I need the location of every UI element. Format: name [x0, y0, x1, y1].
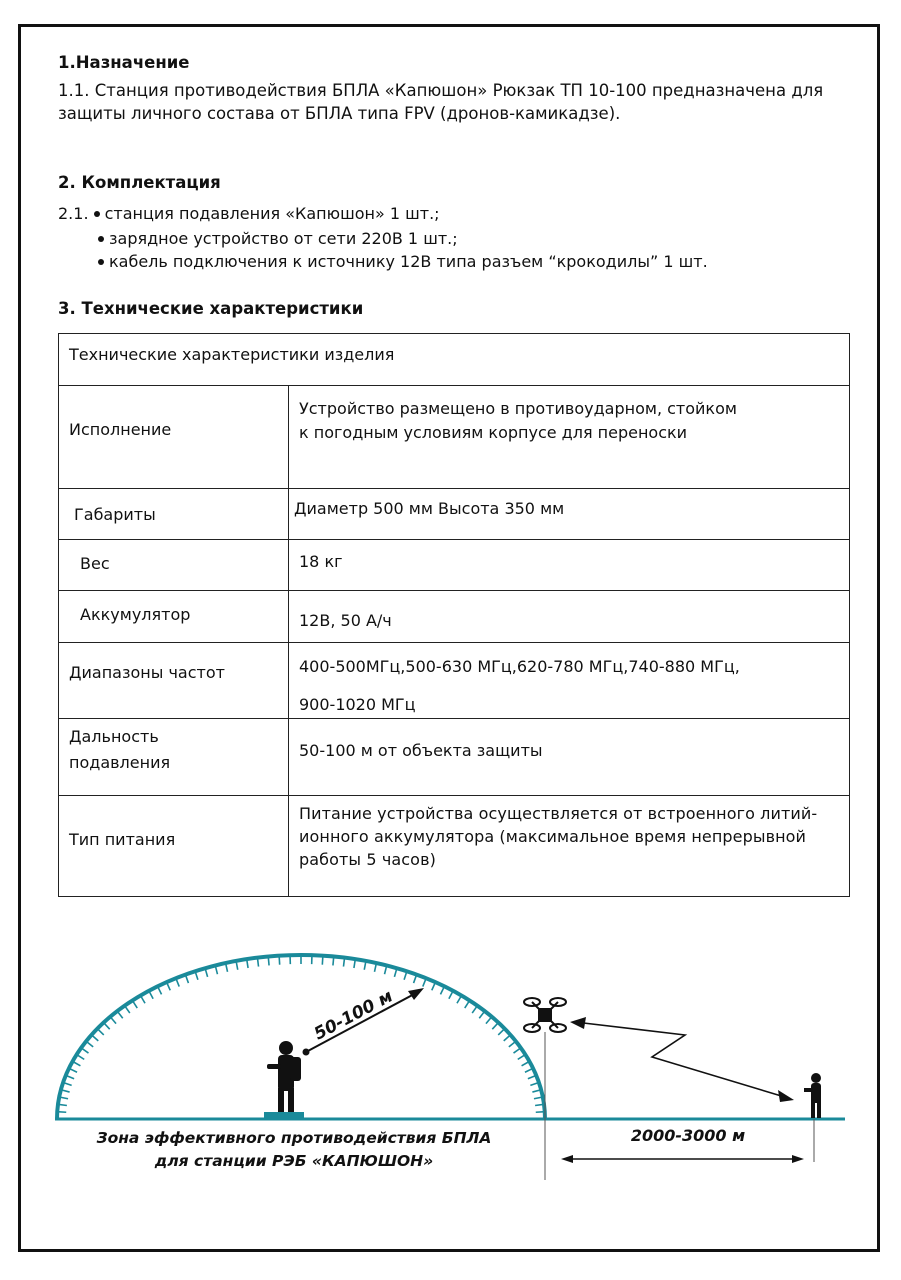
- range-label: 50-100 м: [310, 986, 397, 1045]
- row-label: Тип питания: [69, 830, 176, 849]
- section2-heading: 2. Комплектация: [58, 173, 221, 192]
- table-row: [59, 386, 850, 489]
- diagram-caption-line2: для станции РЭБ «КАПЮШОН»: [154, 1152, 434, 1170]
- list-item-text: зарядное устройство от сети 220В 1 шт.;: [109, 229, 458, 248]
- table-title: Технические характеристики изделия: [69, 345, 395, 364]
- dome-tick: [125, 1006, 130, 1013]
- row-value: работы 5 часов): [299, 850, 436, 869]
- dome-tick: [498, 1029, 504, 1035]
- section1-text-line2: защиты личного состава от БПЛА типа FPV (дронов-камикадзе).: [58, 104, 621, 123]
- dome-ticks: [57, 955, 545, 1112]
- list-item: [98, 229, 458, 248]
- list-item: [98, 252, 708, 271]
- pilot-figure-icon: [804, 1073, 821, 1118]
- dome-tick: [268, 956, 269, 965]
- arrow-head-icon: [408, 988, 424, 1000]
- row-label: Вес: [80, 554, 110, 573]
- arrow-head-icon: [792, 1155, 804, 1163]
- dome-tick: [57, 1112, 66, 1113]
- table-row: [59, 643, 850, 719]
- dome-tick: [333, 956, 334, 965]
- dome-tick: [509, 1041, 516, 1047]
- row-value: Питание устройства осуществляется от встроенного литий-: [299, 804, 818, 823]
- row-label: Габариты: [74, 505, 156, 524]
- list-number: 2.1.: [58, 204, 89, 223]
- diagram-caption-line1: Зона эффективного противодействия БПЛА: [96, 1129, 492, 1147]
- row-value: Устройство размещено в противоударном, стойком: [299, 399, 737, 418]
- dome-arc: [57, 955, 545, 1119]
- bullet-icon: [94, 211, 100, 217]
- row-label: Исполнение: [69, 420, 172, 439]
- dome-tick: [104, 1023, 110, 1030]
- dome-tick: [322, 956, 323, 965]
- dome-tick: [449, 991, 453, 999]
- row-value: ионного аккумулятора (максимальное время непрерывной: [299, 827, 807, 846]
- bullet-icon: [98, 259, 104, 265]
- list-item: [58, 204, 440, 223]
- signal-line: [575, 1022, 788, 1098]
- list-item-text: станция подавления «Капюшон» 1 шт.;: [104, 204, 440, 223]
- dome-tick: [140, 995, 145, 1003]
- section3-heading: 3. Технические характеристики: [58, 299, 364, 318]
- row-label: Дальность: [69, 727, 159, 746]
- row-value: 18 кг: [299, 552, 343, 571]
- bullet-icon: [98, 236, 104, 242]
- dome-tick: [117, 1011, 122, 1018]
- dome-tick: [457, 995, 462, 1003]
- dome-tick: [92, 1035, 99, 1041]
- row-value: 12В, 50 А/ч: [299, 611, 392, 630]
- dome-tick: [486, 1017, 492, 1024]
- row-value: 400-500МГц,500-630 МГц,620-780 МГц,740-880 МГц,: [299, 657, 740, 676]
- dome-tick: [149, 991, 153, 999]
- table-row: [59, 591, 850, 643]
- dome-tick: [504, 1035, 511, 1041]
- dome-tick: [492, 1023, 498, 1030]
- dome-tick: [479, 1011, 484, 1018]
- dome-tick: [522, 1061, 530, 1065]
- dome-tick: [132, 1000, 137, 1008]
- dome-tick: [518, 1055, 526, 1060]
- table-row: [59, 796, 850, 897]
- dome-tick: [536, 1112, 545, 1113]
- section1-text-line1: 1.1. Станция противодействия БПЛА «Капюшон» Рюкзак ТП 10-100 предназначена для: [58, 81, 824, 100]
- row-label: Аккумулятор: [80, 605, 191, 624]
- dome-tick: [465, 1000, 470, 1008]
- spec-table: [58, 333, 850, 897]
- drone-icon: [524, 998, 566, 1032]
- arrow-head-icon: [778, 1090, 794, 1102]
- dome-tick: [86, 1041, 93, 1047]
- dome-tick: [279, 956, 280, 965]
- row-label: Диапазоны частот: [69, 663, 225, 682]
- table-row: [59, 489, 850, 540]
- dome-tick: [97, 1029, 103, 1035]
- table-row: [59, 719, 850, 796]
- dome-tick: [81, 1048, 88, 1053]
- table-row: [59, 334, 850, 386]
- dome-tick: [77, 1055, 85, 1060]
- operator-figure-icon: [264, 1041, 304, 1118]
- table-row: [59, 540, 850, 591]
- row-value: 50-100 м от объекта защиты: [299, 741, 543, 760]
- dome-tick: [472, 1006, 477, 1013]
- row-value: Диаметр 500 мм Высота 350 мм: [294, 499, 565, 518]
- protection-zone-diagram: [40, 940, 860, 1200]
- list-item-text: кабель подключения к источнику 12В типа разъем “крокодилы” 1 шт.: [109, 252, 708, 271]
- dome-tick: [514, 1048, 521, 1053]
- range-arrow-start: [303, 1049, 310, 1056]
- dome-tick: [110, 1017, 116, 1024]
- arrow-head-icon: [561, 1155, 573, 1163]
- dome-tick: [257, 958, 258, 967]
- section1-heading: 1.Назначение: [58, 53, 190, 72]
- dome-tick: [73, 1061, 81, 1065]
- distance-label: 2000-3000 м: [630, 1126, 746, 1145]
- row-label: подавления: [69, 753, 171, 772]
- row-value: к погодным условиям корпусе для переноски: [299, 423, 688, 442]
- dome-tick: [343, 958, 344, 967]
- row-value: 900-1020 МГц: [299, 695, 416, 714]
- arrow-head-icon: [570, 1017, 586, 1029]
